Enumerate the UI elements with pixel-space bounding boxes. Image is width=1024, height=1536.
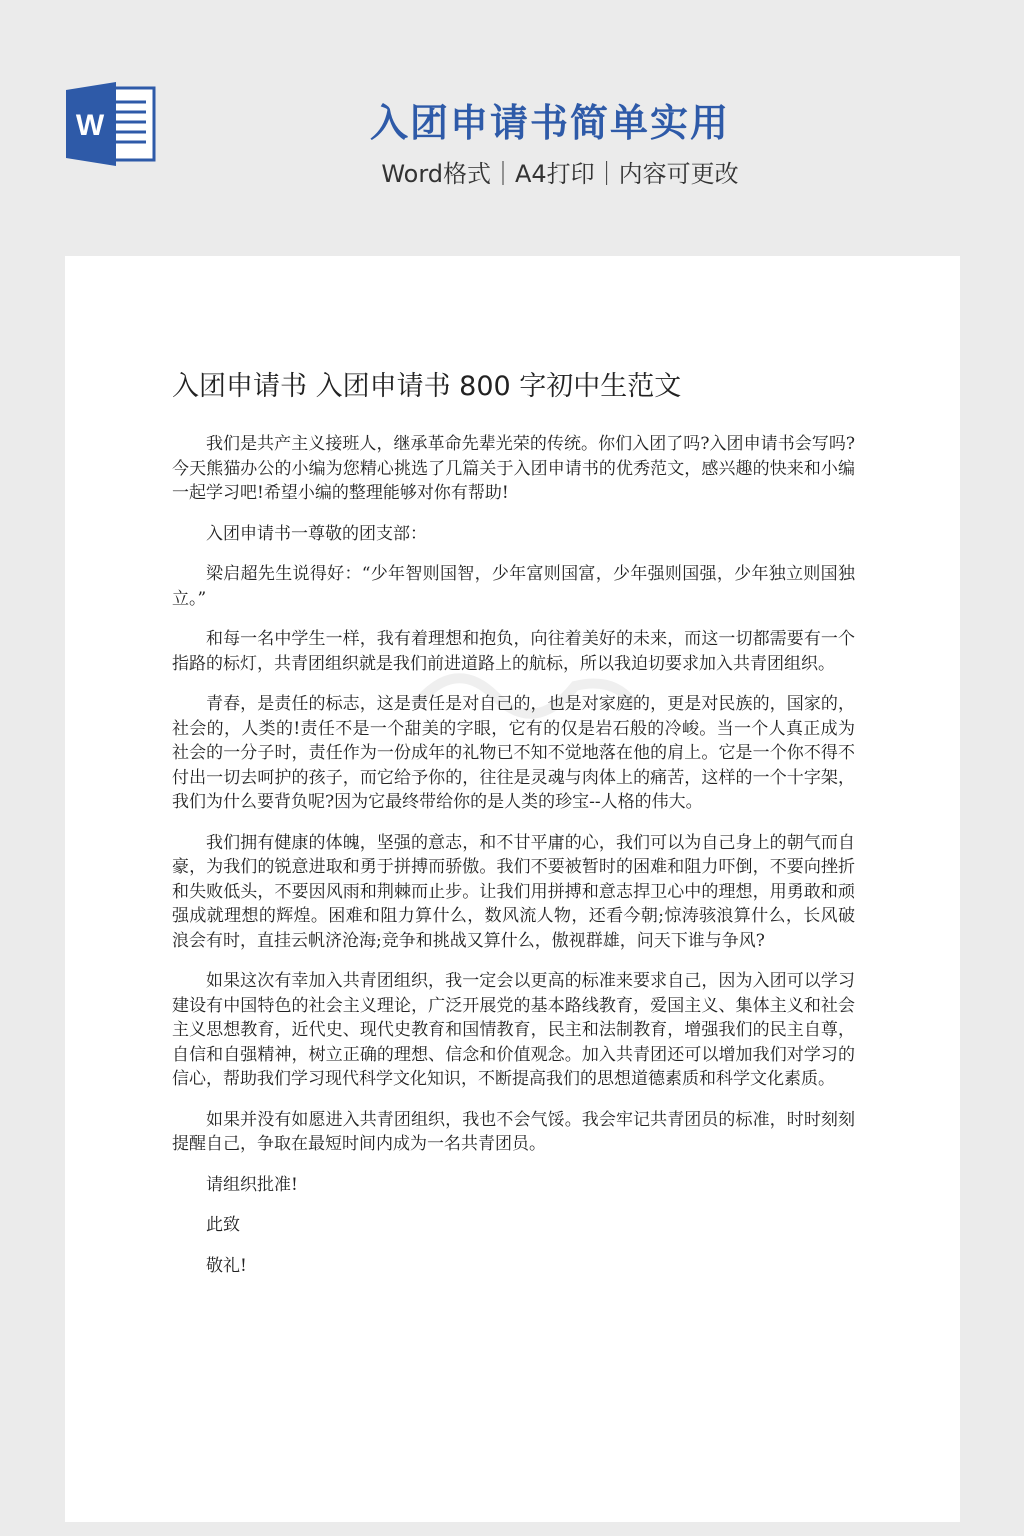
- paragraph: 此致: [206, 1215, 240, 1235]
- paragraph: 入团申请书一尊敬的团支部：: [206, 523, 427, 544]
- paragraph: 请组织批准!: [206, 1174, 298, 1195]
- header-title: 入团申请书简单实用: [369, 101, 730, 145]
- document-title: 入团申请书 入团申请书 800 字初中生范文: [172, 371, 682, 402]
- svg-text:W: W: [75, 109, 105, 142]
- document-body: [172, 432, 855, 1294]
- paragraph: 如果这次有幸加入共青团组织，我一定会以更高的标准来要求自己，因为入团可以学习建设有中国特色的社会主义理论，广泛开展党的基本路线教育，爱国主义、集体主义和社会主义思想教育，近代史、现代史教育和国情教育，民主和法制教育，增强我们的民主自尊，自信和自强精神，树立正确的理想、信念和价值观念。加入共青团还可以增加我们对学习的信心，帮助我们学习现代科学文化知识，不断提高我们的思想道德素质和科学文化素质。: [172, 971, 855, 1089]
- paragraph: 梁启超先生说得好：“少年智则国智，少年富则国富，少年强则国强，少年独立则国独立。”: [172, 564, 855, 609]
- word-doc-icon: [62, 82, 158, 166]
- document-page: [65, 256, 960, 1522]
- paragraph: 我们是共产主义接班人，继承革命先辈光荣的传统。你们入团了吗?入团申请书会写吗?今天熊猫办公的小编为您精心挑选了几篇关于入团申请书的优秀范文，感兴趣的快来和小编一起学习吧!希望小编的整理能够对你有帮助!: [172, 434, 855, 503]
- paragraph: 如果并没有如愿进入共青团组织，我也不会气馁。我会牢记共青团员的标准，时时刻刻提醒自己，争取在最短时间内成为一名共青团员。: [172, 1109, 855, 1154]
- paragraph: 敬礼!: [206, 1255, 247, 1276]
- header-subtitle: Word格式｜A4打印｜内容可更改: [381, 160, 739, 188]
- paragraph: 青春，是责任的标志，这是责任是对自己的，也是对家庭的，更是对民族的，国家的，社会的，人类的!责任不是一个甜美的字眼，它有的仅是岩石般的冷峻。当一个人真正成为社会的一分子时，责任作为一份成年的礼物已不知不觉地落在他的肩上。它是一个你不得不付出一切去呵护的孩子，而它给予你的，往往是灵魂与肉体上的痛苦，这样的一个十字架，我们为什么要背负呢?因为它最终带给你的是人类的珍宝--人格的伟大。: [172, 694, 855, 812]
- header-banner: [0, 0, 1024, 256]
- paragraph: 和每一名中学生一样，我有着理想和抱负，向往着美好的未来，而这一切都需要有一个指路的标灯，共青团组织就是我们前进道路上的航标，所以我迫切要求加入共青团组织。: [172, 629, 855, 674]
- paragraph: 我们拥有健康的体魄，坚强的意志，和不甘平庸的心，我们可以为自己身上的朝气而自豪，为我们的锐意进取和勇于拼搏而骄傲。我们不要被暂时的困难和阻力吓倒，不要向挫折和失败低头，不要因风雨和荆棘而止步。让我们用拼搏和意志捍卫心中的理想，用勇敢和顽强成就理想的辉煌。困难和阻力算什么，数风流人物，还看今朝;惊涛骇浪算什么，长风破浪会有时，直挂云帆济沧海;竞争和挑战又算什么，傲视群雄，问天下谁与争风?: [172, 832, 855, 951]
